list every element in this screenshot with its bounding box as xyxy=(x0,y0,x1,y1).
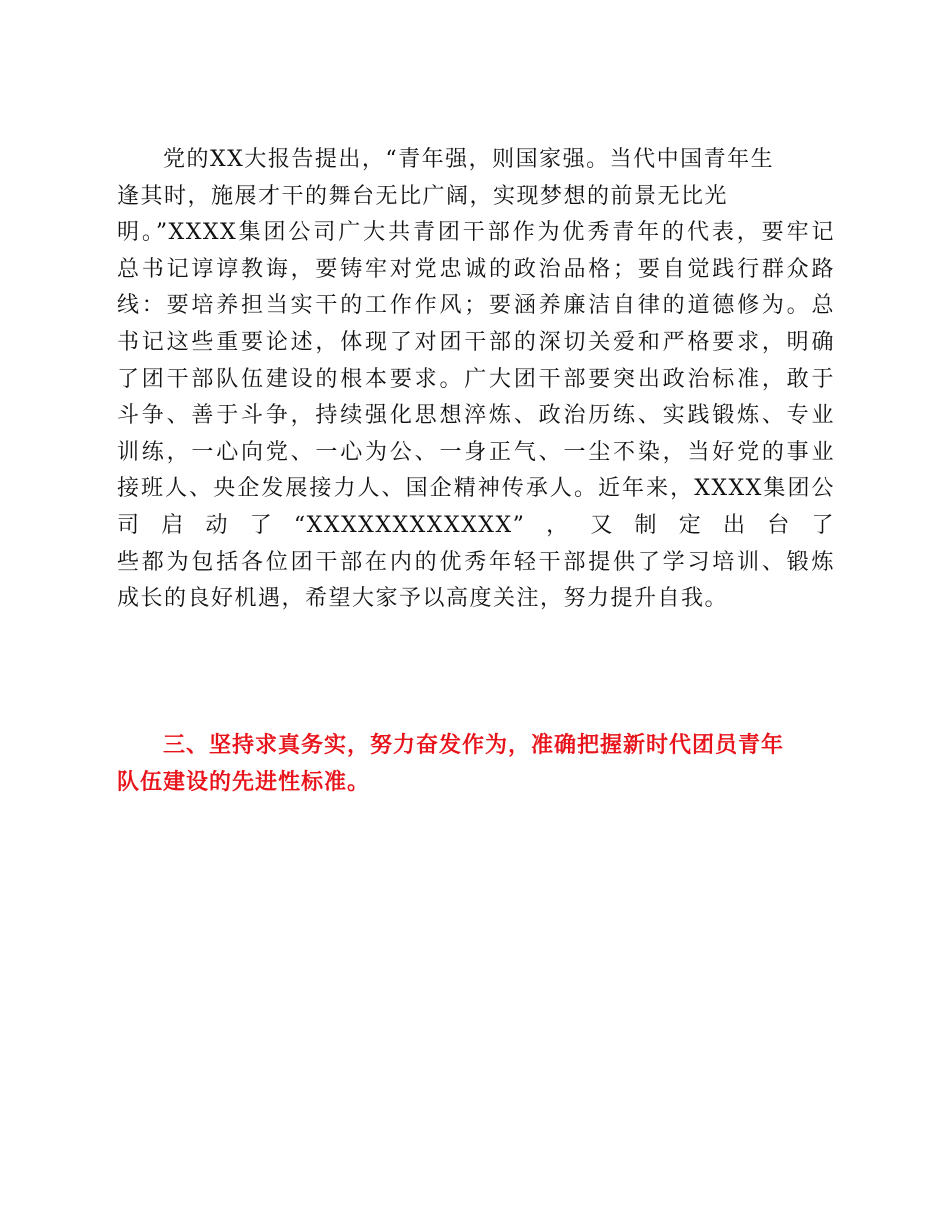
body-paragraph xyxy=(117,142,835,618)
heading-line: 三、坚持求真务实，努力奋发作为，准确把握新时代团员青年 xyxy=(163,733,785,758)
paragraph-line: 线：要培养担当实干的工作作风；要涵养廉洁自律的道德修为。总 xyxy=(117,293,835,319)
heading-line: 队伍建设的先进性标准。 xyxy=(117,769,371,795)
paragraph-line: 书记这些重要论述，体现了对团干部的深切关爱和严格要求，明确 xyxy=(117,329,835,355)
paragraph-line: 训练，一心向党、一心为公、一身正气、一尘不染，当好党的事业 xyxy=(117,439,835,465)
paragraph-line: 司启动了“XXXXXXXXXXXX”，又制定出台了 xyxy=(117,512,835,538)
paragraph-line: 了团干部队伍建设的根本要求。广大团干部要突出政治标准，敢于 xyxy=(117,366,835,392)
paragraph-line: 明。”XXXX集团公司广大共青团干部作为优秀青年的代表，要牢记 xyxy=(117,220,835,246)
paragraph-line: 些都为包括各位团干部在内的优秀年轻干部提供了学习培训、锻炼 xyxy=(117,549,835,575)
paragraph-line: 成长的良好机遇，希望大家予以高度关注，努力提升自我。 xyxy=(117,586,729,612)
paragraph-line: 党的XX大报告提出，“青年强，则国家强。当代中国青年生 xyxy=(163,147,775,172)
paragraph-line: 总书记谆谆教诲，要铸牢对党忠诚的政治品格；要自觉践行群众路 xyxy=(117,256,835,282)
section-heading xyxy=(117,727,835,800)
paragraph-line: 斗争、善于斗争，持续强化思想淬炼、政治历练、实践锻炼、专业 xyxy=(117,403,835,429)
paragraph-line: 接班人、央企发展接力人、国企精神传承人。近年来，XXXX集团公 xyxy=(117,476,835,502)
paragraph-line: 逢其时，施展才干的舞台无比广阔，实现梦想的前景无比光 xyxy=(117,183,729,209)
